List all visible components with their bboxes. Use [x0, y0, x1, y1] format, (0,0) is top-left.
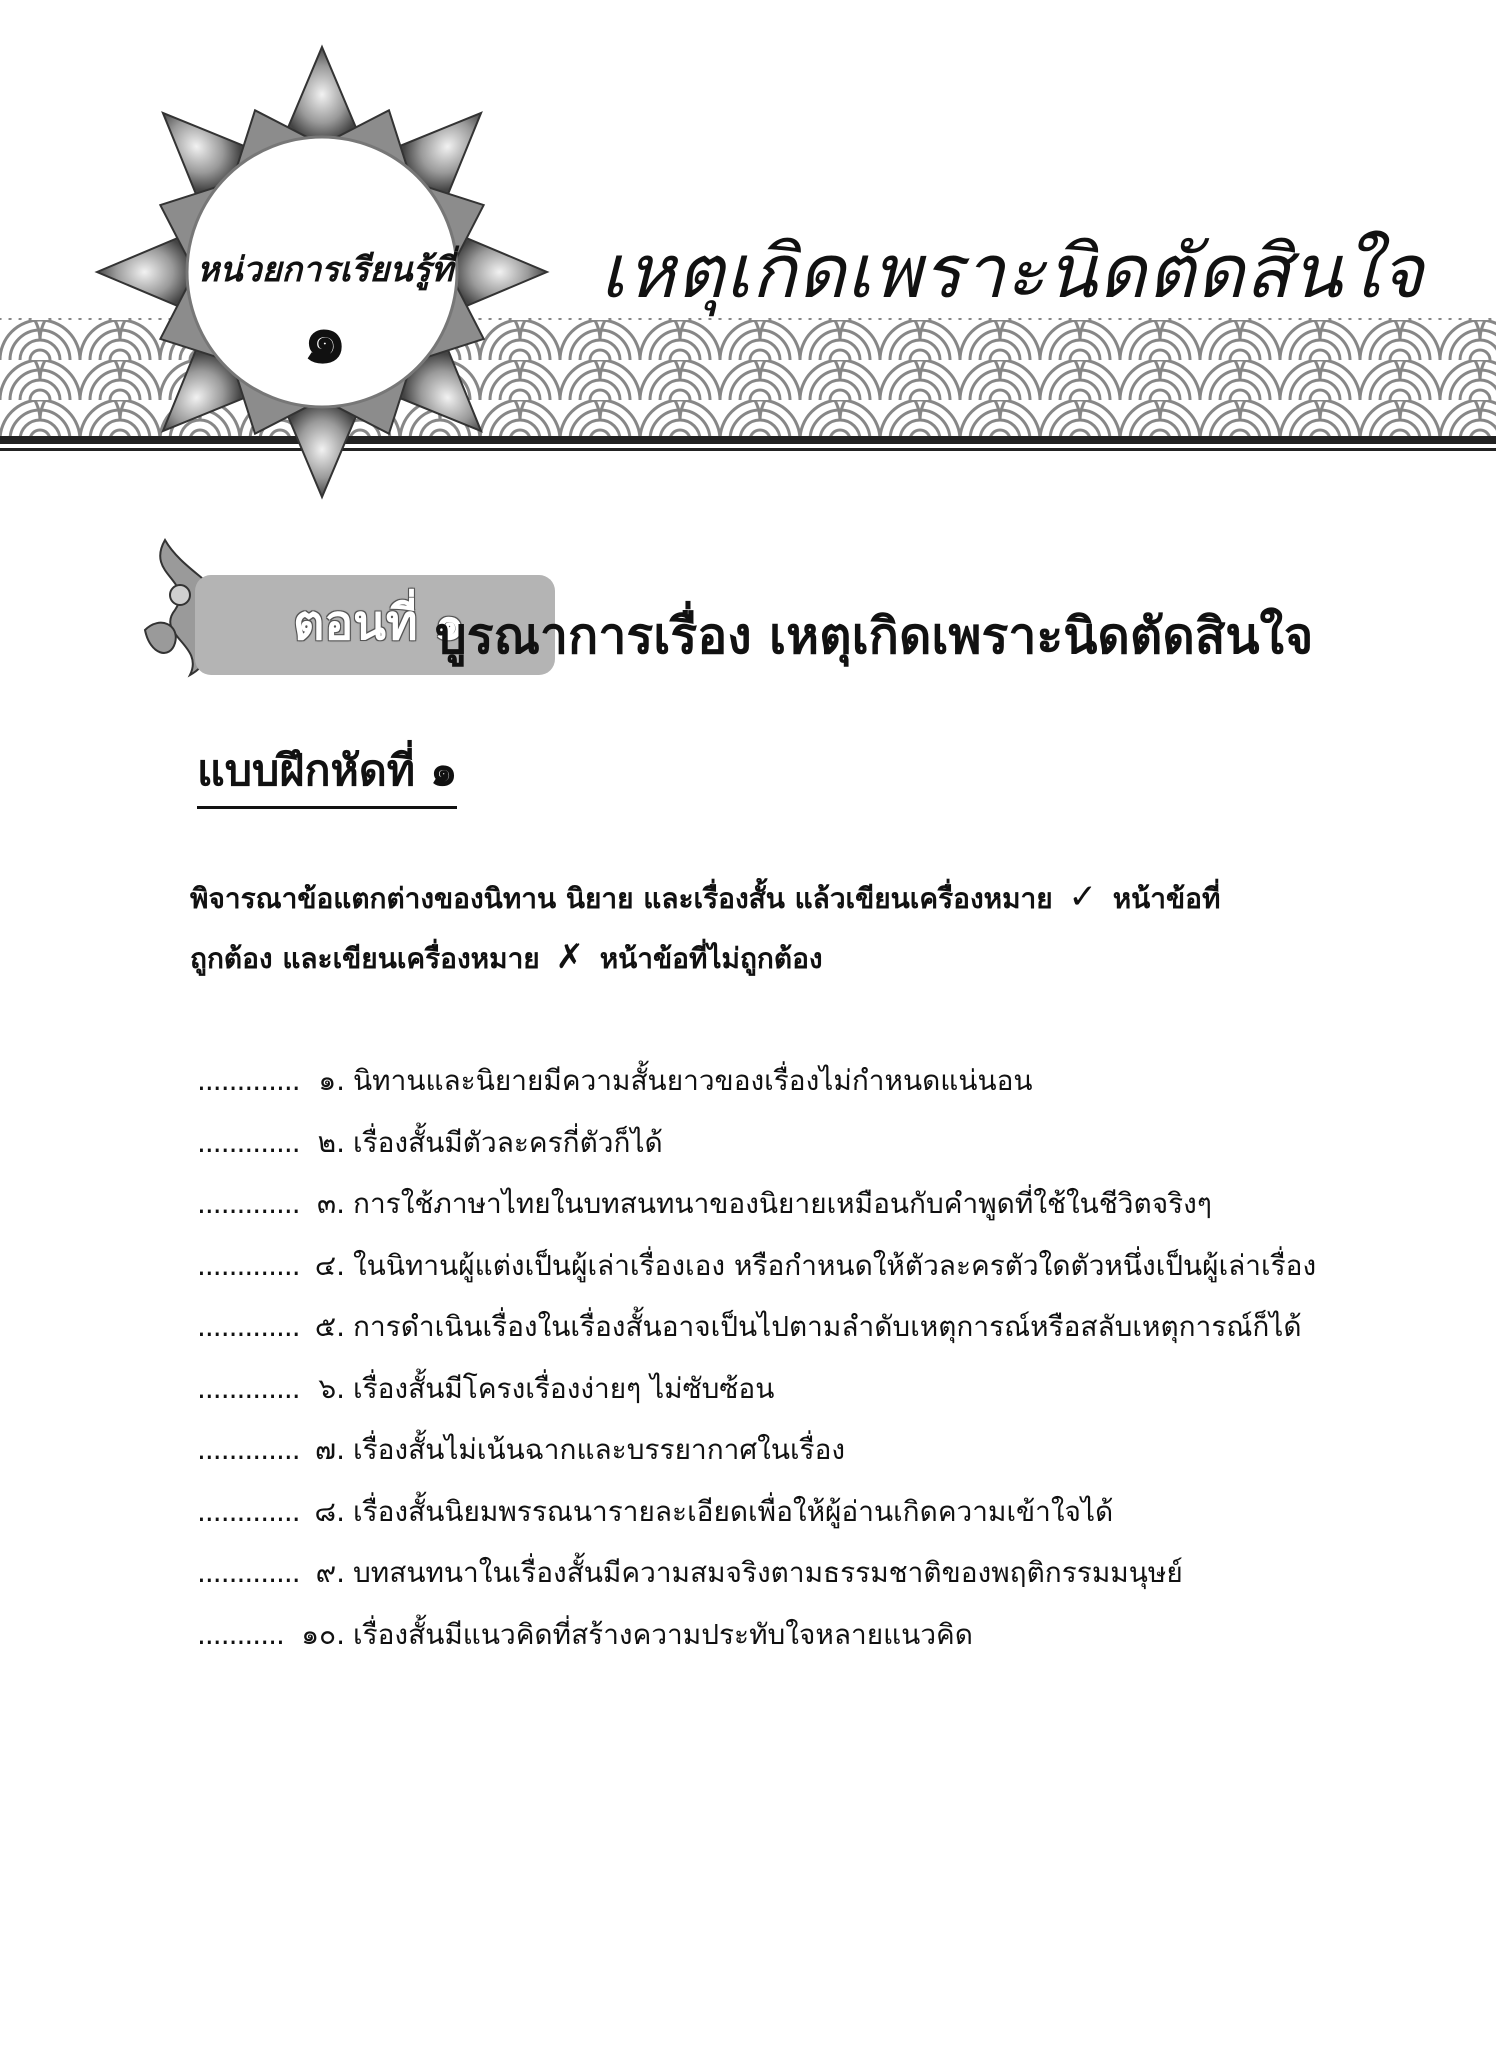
item-number: ๘. [314, 1494, 345, 1528]
item-number: ๓. [316, 1187, 345, 1220]
item-text: บทสนทนาในเรื่องสั้นมีความสมจริงตามธรรมชาติของพฤติกรรมมนุษย์ [353, 1556, 1183, 1589]
item-text: ในนิทานผู้แต่งเป็นผู้เล่าเรื่องเอง หรือกำหนดให้ตัวละครตัวใดตัวหนึ่งเป็นผู้เล่าเรื่อง [353, 1248, 1317, 1282]
item-text: เรื่องสั้นนิยมพรรณนารายละเอียดเพื่อให้ผู้อ่านเกิดความเข้าใจได้ [353, 1494, 1114, 1528]
item-number: ๑๐. [301, 1617, 345, 1651]
instructions [190, 868, 1400, 988]
answer-blank[interactable]: ............. [197, 1064, 300, 1097]
instruction-text: หน้าข้อที่ [1112, 882, 1221, 915]
item-text: นิทานและนิยายมีความสั้นยาวของเรื่องไม่กำหนดแน่นอน [353, 1064, 1033, 1097]
exercise-title: แบบฝึกหัดที่ ๑ [197, 736, 457, 809]
section-tag: ตอนที่ ๑ [293, 595, 465, 651]
exercise-item [197, 1358, 1417, 1420]
instruction-text: ถูกต้อง และเขียนเครื่องหมาย [190, 942, 540, 975]
exercise-item [197, 1542, 1417, 1604]
item-text: เรื่องสั้นมีแนวคิดที่สร้างความประทับใจหลายแนวคิด [353, 1617, 973, 1651]
item-text: เรื่องสั้นมีโครงเรื่องง่ายๆ ไม่ซับซ้อน [353, 1371, 775, 1405]
instruction-line-2 [190, 928, 1400, 988]
instruction-line-1 [190, 868, 1400, 928]
item-text: การใช้ภาษาไทยในบทสนทนาของนิยายเหมือนกับคำพูดที่ใช้ในชีวิตจริงๆ [353, 1187, 1212, 1220]
exercise-item [197, 1050, 1417, 1112]
exercise-item [197, 1112, 1417, 1174]
item-text: เรื่องสั้นไม่เน้นฉากและบรรยากาศในเรื่อง [353, 1433, 846, 1466]
answer-blank[interactable]: ............. [197, 1433, 300, 1466]
section-heading [135, 535, 1465, 685]
unit-number: ๑ [302, 296, 348, 379]
unit-title: เหตุเกิดเพราะนิดตัดสินใจ [600, 229, 1425, 315]
item-number: ๔. [314, 1248, 345, 1282]
item-number: ๕. [314, 1310, 345, 1343]
answer-blank[interactable]: ............. [197, 1125, 300, 1159]
item-text: เรื่องสั้นมีตัวละครกี่ตัวก็ได้ [353, 1125, 663, 1159]
item-text: การดำเนินเรื่องในเรื่องสั้นอาจเป็นไปตามลำดับเหตุการณ์หรือสลับเหตุการณ์ก็ได้ [353, 1310, 1302, 1343]
answer-blank[interactable]: ............. [197, 1248, 300, 1282]
item-number: ๒. [317, 1125, 345, 1159]
answer-blank[interactable]: ............. [197, 1371, 300, 1405]
item-number: ๗. [315, 1433, 345, 1466]
answer-blank[interactable]: ............. [197, 1494, 300, 1528]
item-number: ๑. [318, 1064, 345, 1097]
answer-blank[interactable]: ........... [197, 1617, 284, 1651]
item-number: ๖. [318, 1371, 345, 1405]
cross-mark-icon: ✗ [555, 937, 584, 977]
exercise-items [197, 1050, 1417, 1665]
exercise-item [197, 1296, 1417, 1358]
unit-label: หน่วยการเรียนรู้ที่ [196, 250, 454, 290]
instruction-text: พิจารณาข้อแตกต่างของนิทาน นิยาย และเรื่องสั้น แล้วเขียนเครื่องหมาย [190, 882, 1053, 915]
check-mark-icon: ✓ [1068, 877, 1097, 917]
section-title: บูรณาการเรื่อง เหตุเกิดเพราะนิดตัดสินใจ [435, 607, 1314, 665]
exercise-item [197, 1235, 1417, 1297]
unit-badge [0, 0, 650, 510]
exercise-item [197, 1173, 1417, 1235]
exercise-item [197, 1419, 1417, 1481]
answer-blank[interactable]: ............. [197, 1556, 300, 1589]
answer-blank[interactable]: ............. [197, 1310, 300, 1343]
instruction-text: หน้าข้อที่ไม่ถูกต้อง [599, 942, 823, 975]
answer-blank[interactable]: ............. [197, 1187, 300, 1220]
exercise-item [197, 1604, 1417, 1666]
item-number: ๙. [315, 1556, 345, 1589]
exercise-item [197, 1481, 1417, 1543]
